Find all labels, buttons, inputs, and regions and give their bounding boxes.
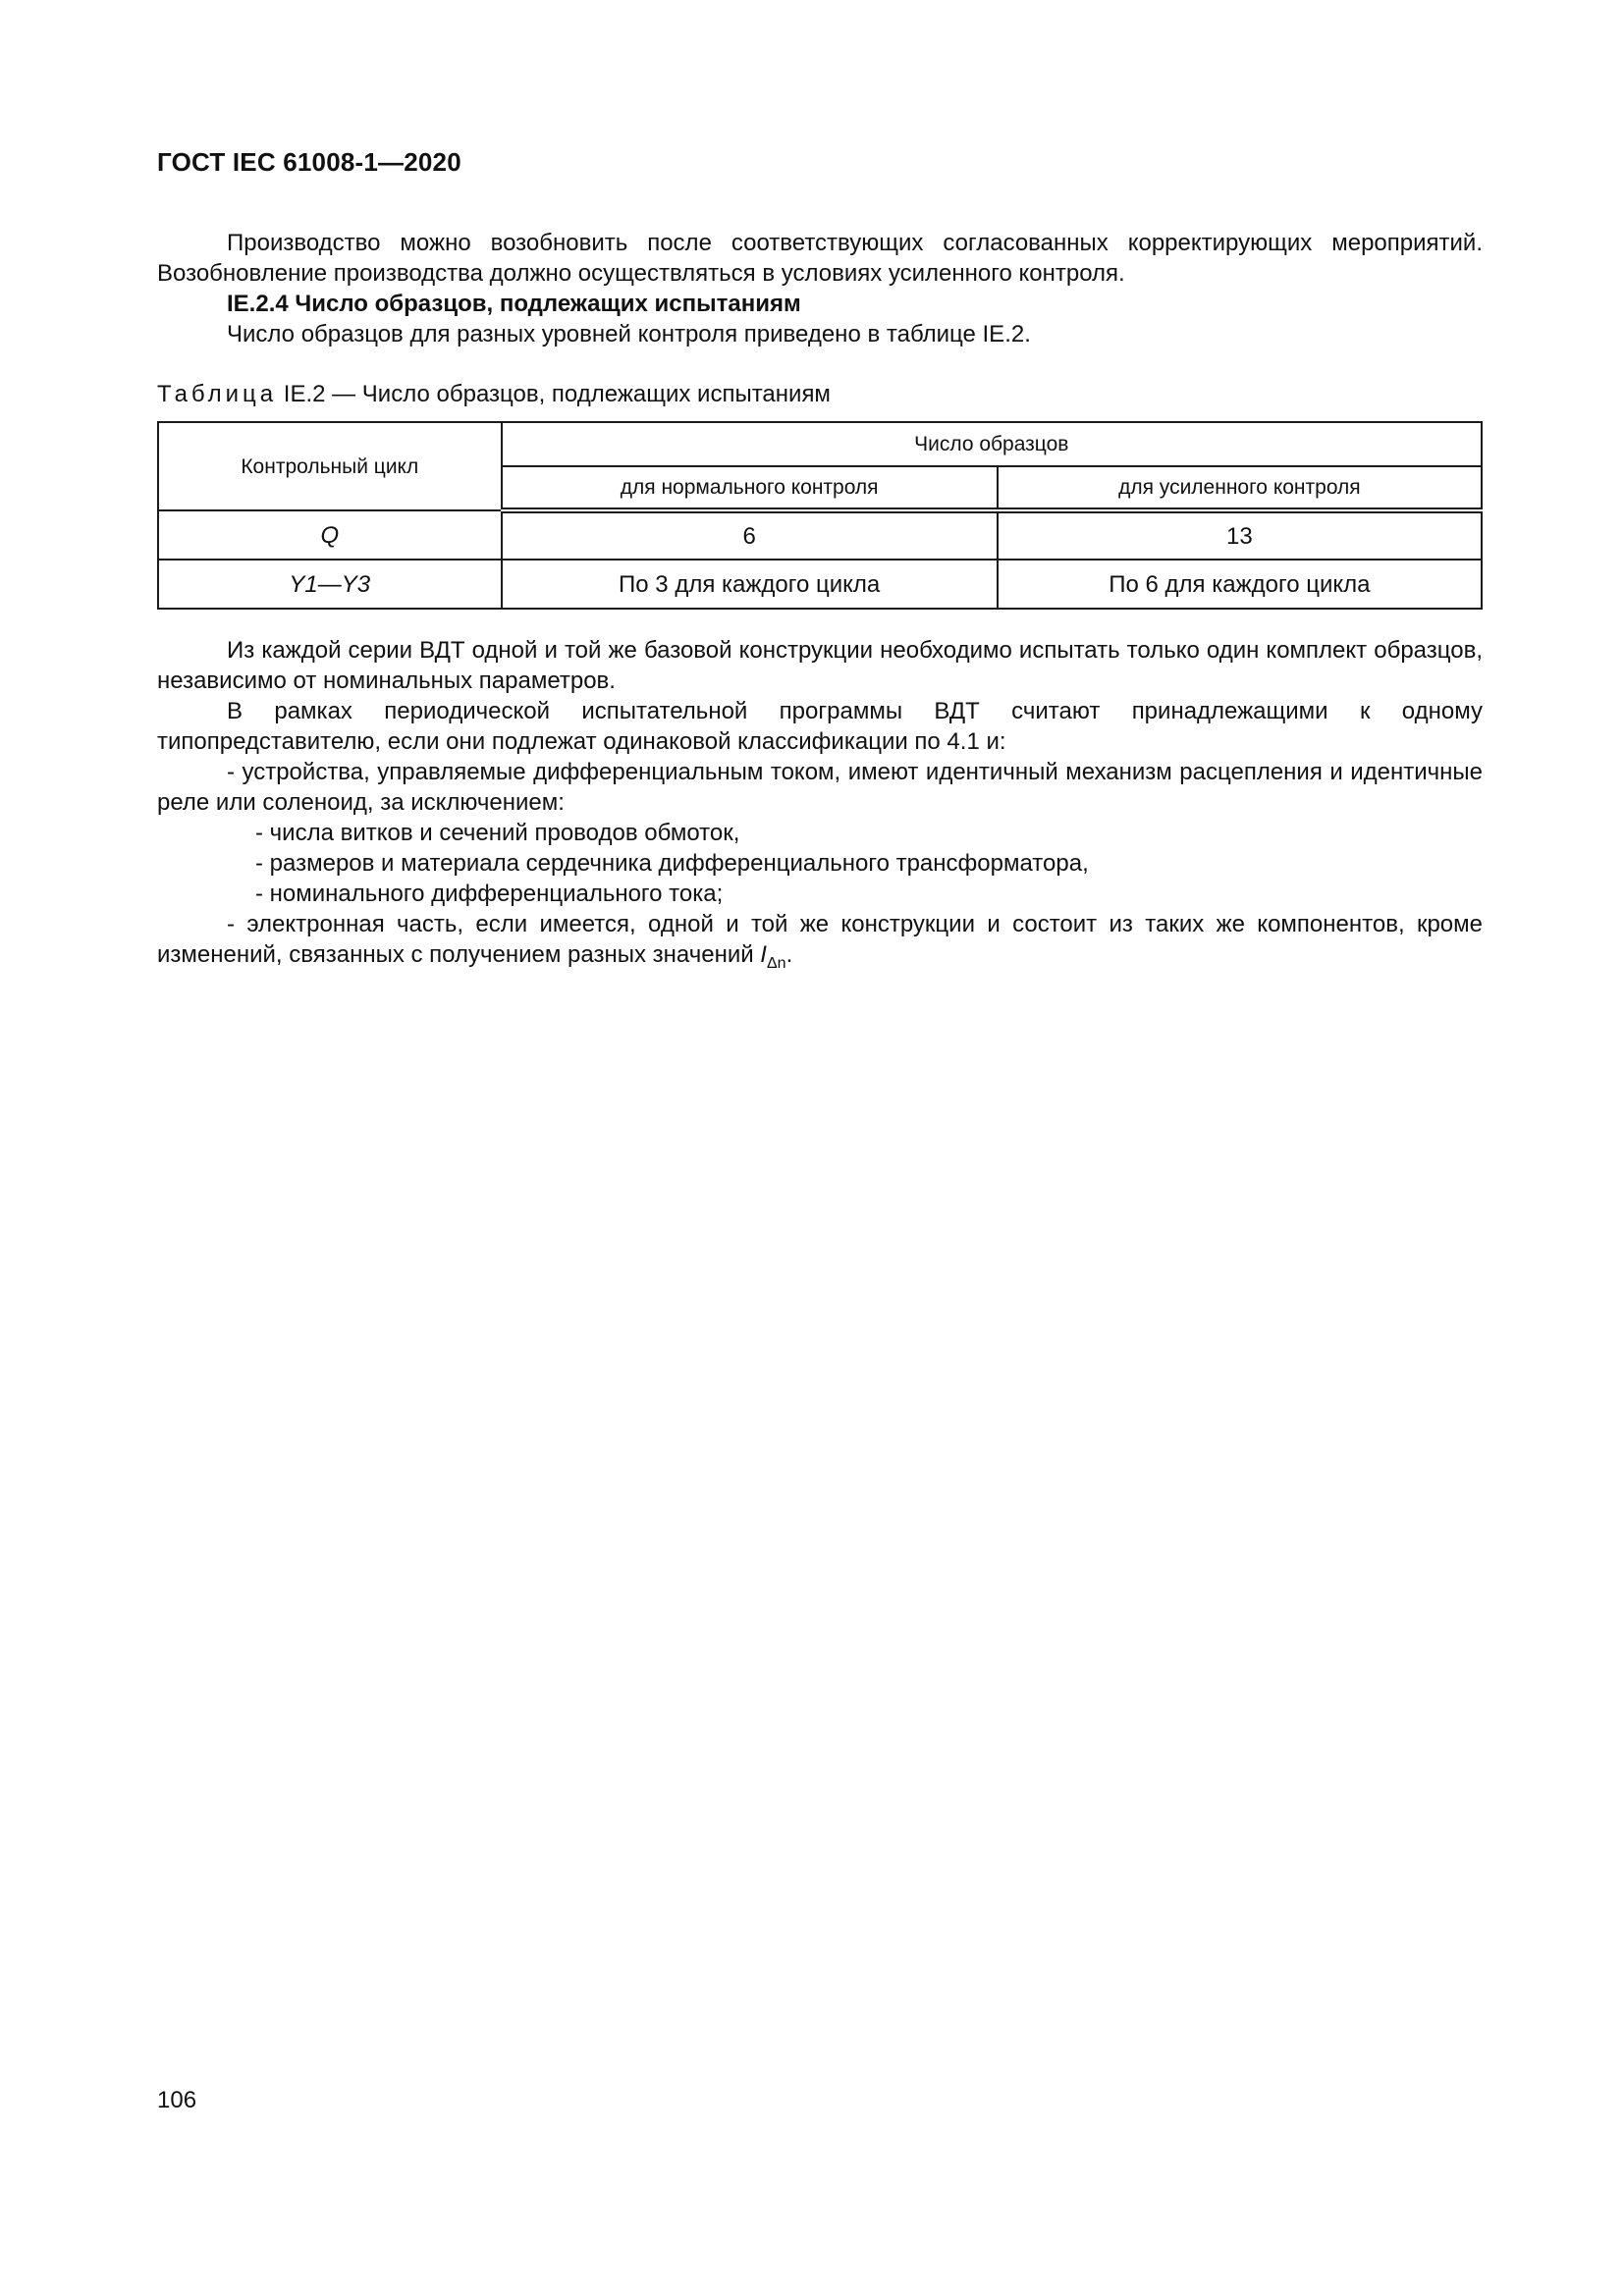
table-row xyxy=(158,510,1482,560)
document-body xyxy=(157,228,1483,979)
header-cell-cycle: Контрольный цикл xyxy=(158,422,502,510)
cell-tightened: По 6 для каждого цикла xyxy=(998,560,1482,609)
cell-cycle: Q xyxy=(158,510,502,560)
cell-normal: По 3 для каждого цикла xyxy=(502,560,998,609)
paragraph-sample-count: Число образцов для разных уровней контроля приведено в таблице IE.2. xyxy=(227,321,1031,347)
electronic-part-text: - электронная часть, если имеется, одной и той же конструкции и состоит из таких же компонентов, кроме изменений, связанных с получением разных значений xyxy=(157,911,1483,968)
paragraph-residual-current-devices: - устройства, управляемые дифференциальным током, имеют идентичный механизм расцепления и идентичные реле или соленоид, за исключением: xyxy=(157,759,1483,816)
table-header-row xyxy=(158,422,1482,466)
paragraph-resume-production: Производство можно возобновить после соответствующих согласованных корректирующих мероприятий. Возобновление производства должно осуществляться в условиях усиленного контроля. xyxy=(157,230,1483,287)
cell-cycle: Y1—Y3 xyxy=(158,560,502,609)
header-cell-samples: Число образцов xyxy=(502,422,1482,466)
paragraph-one-set: Из каждой серии ВДТ одной и той же базовой конструкции необходимо испытать только один комплект образцов, независимо от номинальных параметров. xyxy=(157,637,1483,694)
paragraph-electronic-part xyxy=(157,909,1483,979)
cell-normal: 6 xyxy=(502,510,998,560)
cell-tightened: 13 xyxy=(998,510,1482,560)
table-row xyxy=(158,560,1482,609)
header-cell-tightened: для усиленного контроля xyxy=(998,466,1482,510)
page-header-title: ГОСТ IEC 61008-1—2020 xyxy=(157,147,461,177)
table-caption-label: Таблица xyxy=(157,381,278,407)
electronic-part-end: . xyxy=(785,941,793,968)
symbol-subscript: Δn xyxy=(766,954,786,972)
symbol-i: I xyxy=(760,941,767,968)
list-item: - числа витков и сечений проводов обмоток, xyxy=(255,820,740,846)
section-heading: IE.2.4 Число образцов, подлежащих испытаниям xyxy=(227,291,801,317)
header-cell-normal: для нормального контроля xyxy=(502,466,998,510)
table-caption-text: IE.2 — Число образцов, подлежащих испытаниям xyxy=(277,381,831,407)
list-item: - номинального дифференциального тока; xyxy=(255,881,724,907)
list-item: - размеров и материала сердечника дифференциального трансформатора, xyxy=(255,850,1089,877)
samples-table xyxy=(157,421,1483,610)
table-caption xyxy=(157,379,1483,409)
paragraph-type-representative: В рамках периодической испытательной программы ВДТ считают принадлежащими к одному типопредставителю, если они подлежат одинаковой классификации по 4.1 и: xyxy=(157,698,1483,755)
page-number: 106 xyxy=(157,2087,197,2113)
